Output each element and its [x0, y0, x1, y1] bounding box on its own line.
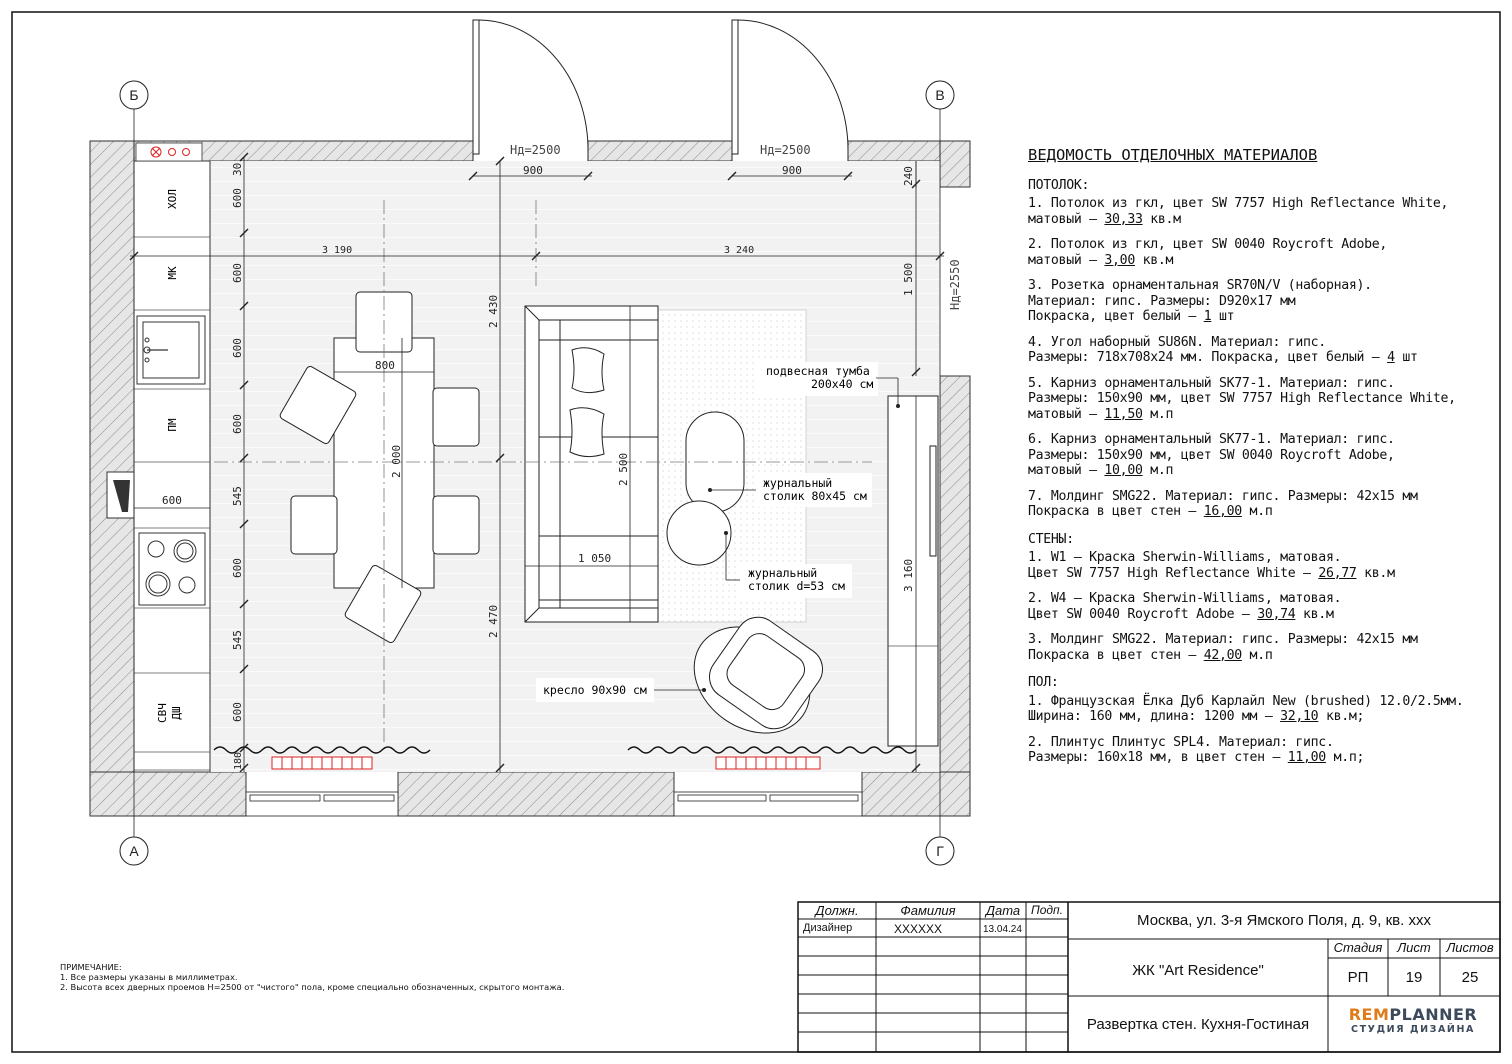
- spec-item: [1028, 278, 1498, 325]
- axis-b: Б: [129, 87, 139, 103]
- spec-item-unit: м.п;: [1325, 750, 1365, 765]
- dining-chair: [433, 388, 479, 446]
- callout-coffee-1-line2: столик 80х45 см: [763, 489, 867, 503]
- spec-item: [1028, 694, 1498, 725]
- dining-chair: [433, 496, 479, 554]
- spec-section: [1028, 178, 1498, 520]
- spec-item-qty: 1: [1203, 309, 1212, 324]
- cabinet-label-dsh: ДШ: [170, 706, 183, 720]
- dim-800: 800: [375, 359, 395, 372]
- dim-600-5: 600: [231, 558, 244, 578]
- sofa: [525, 306, 658, 622]
- spec-item-text: 2. Потолок из гкл, цвет SW 0040 Roycroft Adobe, матовый –: [1028, 237, 1388, 268]
- dim-1500: 1 500: [902, 262, 915, 296]
- dim-2470: 2 470: [487, 604, 500, 638]
- tb-sheets-label: Листов: [1446, 940, 1494, 955]
- kitchen-counter: [134, 161, 210, 772]
- callout-coffee-2-line1: журнальный: [748, 566, 818, 580]
- dim-3160: 3 160: [902, 558, 915, 592]
- spec-item-text: 2. Плинтус Плинтус SPL4. Материал: гипс. Размеры: 160x18 мм, в цвет стен –: [1028, 734, 1334, 765]
- spec-item-text: 1. Французская Ёлка Дуб Карлайл New (brushed) 12.0/2.5мм. Ширина: 160 мм, длина: 1200 мм –: [1028, 693, 1464, 724]
- window-right: [674, 792, 862, 816]
- axis-g: Г: [936, 843, 944, 859]
- dim-30: 30: [231, 162, 244, 176]
- logo-rem: REM: [1348, 1005, 1390, 1024]
- notes-line-2: 2. Высота всех дверных проемов H=2500 от "чистого" пола, кроме специально обозначенных, скрытого монтажа.: [60, 982, 565, 992]
- logo-planner: PLANNER: [1389, 1005, 1478, 1024]
- spec-item-qty: 26,77: [1318, 565, 1357, 581]
- dim-3190: 3 190: [322, 245, 353, 256]
- door-left: [473, 20, 588, 161]
- tb-col-sign: Подп.: [1031, 903, 1063, 917]
- sink-icon: [137, 316, 205, 384]
- cabinet-label-mk: МК: [166, 266, 179, 280]
- spec-item-text: 1. Потолок из гкл, цвет SW 7757 High Reflectance White, матовый –: [1028, 196, 1449, 227]
- hob-icon: [139, 533, 205, 605]
- spec-item-qty: 30,74: [1257, 606, 1296, 622]
- spec-item-qty: 11,50: [1104, 406, 1143, 422]
- dim-600-4: 600: [231, 414, 244, 434]
- axis-a: А: [129, 843, 139, 859]
- spec-item: [1028, 237, 1498, 268]
- spec-item: [1028, 632, 1498, 663]
- callout-coffee-2-line2: столик d=53 см: [748, 579, 845, 593]
- tb-complex: ЖК "Art Residence": [1132, 962, 1264, 979]
- spec-item-unit: кв.м: [1295, 606, 1334, 622]
- spec-item-unit: кв.м: [1142, 211, 1181, 227]
- spec-item: [1028, 489, 1498, 520]
- cabinet-label-svch: СВЧ: [156, 703, 169, 723]
- tb-sheets: 25: [1461, 969, 1479, 986]
- spec-item: [1028, 432, 1498, 479]
- door-right: [732, 20, 848, 161]
- tb-date: 13.04.24: [983, 924, 1022, 935]
- coffee-table-round: [667, 501, 731, 565]
- floor-plan: [90, 20, 970, 865]
- tb-address: Москва, ул. 3-я Ямского Поля, д. 9, кв. ххх: [1137, 912, 1431, 929]
- dim-600-counter: 600: [162, 494, 182, 507]
- remplanner-logo: [1343, 1006, 1483, 1035]
- dim-545-2: 545: [231, 630, 244, 650]
- sockets-icon: [136, 143, 202, 161]
- dim-240: 240: [902, 166, 915, 186]
- callout-console-line1: подвесная тумба: [766, 364, 870, 378]
- spec-item-qty: 32,10: [1280, 709, 1319, 724]
- spec-item: [1028, 335, 1498, 366]
- spec-item-qty: 11,00: [1287, 750, 1326, 765]
- spec-item-text: 3. Молдинг SMG22. Материал: гипс. Размеры: 42x15 мм Покраска в цвет стен –: [1028, 632, 1418, 663]
- tb-stage-label: Стадия: [1333, 940, 1383, 955]
- dim-600-6: 600: [231, 702, 244, 722]
- tv-panel: [930, 446, 936, 556]
- spec-item-text: 3. Розетка орнаментальная SR70N/V (наборная). Материал: гипс. Размеры: D920x17 мм Покраска, цвет белый –: [1028, 278, 1372, 324]
- spec-item-text: 5. Карниз орнаментальный SK77-1. Материал: гипс. Размеры: 150x90 мм, цвет SW 7757 High Reflectance White, матовый –: [1028, 375, 1456, 422]
- dim-600-1: 600: [231, 188, 244, 208]
- radiator-left: [272, 757, 372, 769]
- spec-item-unit: кв.м;: [1318, 709, 1365, 724]
- dim-3240: 3 240: [724, 245, 755, 256]
- dim-2000: 2 000: [390, 444, 403, 478]
- dim-1050: 1 050: [578, 552, 612, 565]
- spec-title: ВЕДОМОСТЬ ОТДЕЛОЧНЫХ МАТЕРИАЛОВ: [1028, 146, 1318, 164]
- tb-col-date: Дата: [985, 903, 1021, 918]
- dim-2500: 2 500: [617, 452, 630, 486]
- spec-section: [1028, 532, 1498, 664]
- tb-name: XXXXXX: [894, 922, 943, 936]
- callout-console-line2: 200х40 см: [811, 377, 874, 391]
- spec-item-text: 1. W1 – Краска Sherwin-Williams, матовая. Цвет SW 7757 High Reflectance White –: [1028, 550, 1342, 581]
- spec-item-text: 6. Карниз орнаментальный SK77-1. Материал: гипс. Размеры: 150x90 мм, цвет SW 0040 Roycroft Adobe, матовый –: [1028, 432, 1395, 478]
- spec-item-unit: кв.м: [1134, 252, 1174, 268]
- dim-545-1: 545: [231, 486, 244, 506]
- callout-coffee-1-line1: журнальный: [763, 476, 833, 490]
- dim-180: 180: [233, 751, 244, 770]
- spec-item: [1028, 735, 1498, 766]
- tb-sheet-title: Развертка стен. Кухня-Гостиная: [1086, 1016, 1310, 1033]
- spec-item: [1028, 591, 1498, 622]
- spec-item: [1028, 376, 1498, 423]
- tb-stage: РП: [1347, 969, 1369, 986]
- spec-item-text: 7. Молдинг SMG22. Материал: гипс. Размеры: 42x15 мм Покраска в цвет стен –: [1028, 488, 1418, 519]
- cabinet-label-hol: ХОЛ: [166, 189, 179, 209]
- notes-title: ПРИМЕЧАНИЕ:: [60, 962, 122, 972]
- materials-spec: [1028, 148, 1498, 776]
- tb-role: Дизайнер: [803, 922, 853, 934]
- spec-item-text: 2. W4 – Краска Sherwin-Williams, матовая. Цвет SW 0040 Roycroft Adobe –: [1028, 591, 1342, 622]
- radiator-right: [716, 757, 820, 769]
- spec-item-unit: кв.м: [1356, 565, 1395, 581]
- spec-item-qty: 10,00: [1104, 463, 1143, 478]
- spec-section-heading: СТЕНЫ:: [1028, 531, 1074, 547]
- spec-item-unit: м.п: [1142, 463, 1174, 478]
- spec-item-unit: м.п: [1241, 647, 1273, 663]
- dim-2430: 2 430: [487, 294, 500, 328]
- dim-door-2: 900: [782, 164, 802, 177]
- notes: [60, 962, 564, 992]
- door-height-3: Hд=2550: [948, 259, 962, 310]
- spec-item-qty: 16,00: [1203, 504, 1242, 519]
- spec-item-qty: 4: [1387, 350, 1395, 365]
- tb-col-name: Фамилия: [900, 903, 956, 918]
- spec-section-heading: ПОЛ:: [1028, 675, 1059, 690]
- tb-col-position: Должн.: [815, 903, 859, 918]
- spec-item-text: 4. Угол наборный SU86N. Материал: гипс. Размеры: 718x708x24 мм. Покраска, цвет белый –: [1028, 334, 1380, 365]
- axis-v: В: [935, 87, 945, 103]
- spec-item-unit: шт: [1211, 309, 1235, 324]
- dim-door-1: 900: [523, 164, 543, 177]
- spec-section-heading: ПОТОЛОК:: [1028, 177, 1090, 193]
- spec-item-unit: шт: [1394, 350, 1418, 365]
- spec-item-qty: 42,00: [1203, 647, 1242, 663]
- spec-item-qty: 30,33: [1104, 211, 1143, 227]
- spec-item-unit: м.п: [1241, 504, 1273, 519]
- dim-600-3: 600: [231, 338, 244, 358]
- tb-sheet: 19: [1405, 969, 1423, 986]
- spec-item: [1028, 550, 1498, 581]
- spec-item-qty: 3,00: [1104, 252, 1135, 268]
- door-height-1: Hд=2500: [510, 143, 561, 157]
- spec-section: [1028, 675, 1498, 766]
- logo-tagline: СТУДИЯ ДИЗАЙНА: [1351, 1024, 1475, 1035]
- notes-line-1: 1. Все размеры указаны в миллиметрах.: [60, 972, 238, 982]
- dining-chair: [291, 496, 337, 554]
- door-height-2: Hд=2500: [760, 143, 811, 157]
- cabinet-label-pm: ПМ: [166, 418, 179, 432]
- tb-sheet-label: Лист: [1397, 940, 1431, 955]
- window-left: [246, 792, 398, 816]
- spec-item: [1028, 196, 1498, 227]
- spec-item-unit: м.п: [1142, 406, 1174, 422]
- callout-armchair-text: кресло 90х90 см: [543, 683, 647, 697]
- dim-600-2: 600: [231, 263, 244, 283]
